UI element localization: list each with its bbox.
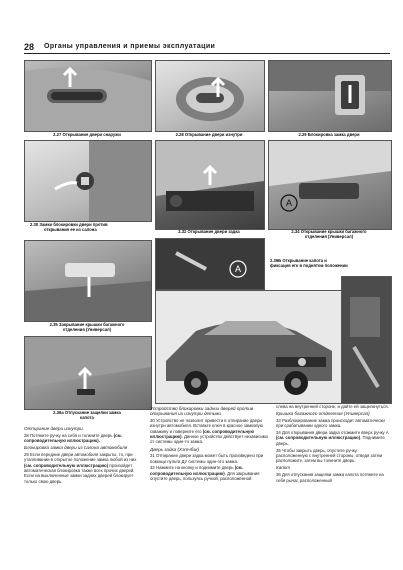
heading-unlock-inside: Отпирание двери изнутри xyxy=(24,426,83,431)
paragraph-35: 35 Чтобы закрыть дверь, опустите ручку, расположенную с внутренней стороны, отведя затем расположите, затем вы толкните дверь. xyxy=(276,447,383,464)
caption-2-34-line1: 2.34 Открывание крышки багажного xyxy=(291,229,367,234)
paragraph-36: 36 Для отпускания защелки замка капота потяните на себя рычаг, расположенный xyxy=(276,472,384,483)
svg-text:A: A xyxy=(235,264,242,274)
photo-door-lock-button xyxy=(268,60,392,132)
heading-hatchback: Дверь задка (Хэтчбэк) xyxy=(150,446,200,452)
photo-child-lock xyxy=(24,140,152,222)
heading-child-lock: Устройство блокировки задних дверей против открывания их изнутри детьми xyxy=(150,406,254,417)
photo-door-exterior-handle xyxy=(24,60,152,132)
photo-car-front xyxy=(155,290,343,404)
heading-hood: Капот xyxy=(276,465,291,471)
caption-2-28: 2.28 Открывание двери изнутри xyxy=(175,132,243,137)
caption-2-36a-line2: капота xyxy=(80,415,94,420)
paragraph-28: 28 Потяните ручку на себя и толкните дверь (см. сопроводительную иллюстрацию). xyxy=(24,432,122,444)
text-column-2 xyxy=(150,404,270,483)
heading-lock-from-cabin: Блокировка замка двери из салона автомобиля xyxy=(24,445,128,451)
caption-2-32: 2.32 Открывание двери задка xyxy=(178,229,240,234)
paragraph-32: 32 Нажмите на кнопку и поднимите дверь (см. сопроводительную иллюстрацию). Для закрывания опустите дверь, пользуясь ручкой, расположенной xyxy=(150,465,260,482)
photo-hood-latch-lever xyxy=(24,336,152,410)
caption-2-35-line2: отделения (Универсал) xyxy=(62,327,112,332)
paragraph-33: 33 Разблокирование замка происходит автоматически при срабатывании одного замка. xyxy=(276,418,385,429)
caption-2-36b-line2: фиксация его в поднятом положении xyxy=(270,263,348,268)
heading-estate-trunk: Крышка багажного отделения (Универсал) xyxy=(276,411,370,417)
text-column-1 xyxy=(24,424,144,485)
paragraph-31: 31 Отпирание двери задка может быть произведено при помощи пульта ДУ системы один-это замка. xyxy=(150,453,264,464)
caption-2-35-line1: 2.35 Закрывание крышки багажного xyxy=(49,322,125,327)
page-title: Органы управления и приемы эксплуатации xyxy=(44,43,216,50)
paragraph-continued: слева на внутренней стороне, и дайте ей защелкнуться. xyxy=(276,404,389,409)
caption-2-27: 2.27 Открывание двери снаружи xyxy=(53,132,121,137)
paragraph-34: 34 Для открывания двери задка отожмите вверх ручку А (см. сопроводительную иллюстрацию). Поднимите дверь. xyxy=(276,430,389,446)
page-number: 28 xyxy=(24,42,35,52)
caption-2-29: 2.29 Блокировка замка двери xyxy=(298,132,360,137)
caption-2-36a-line1: 2.36а Отпускание защелки замка xyxy=(53,410,121,415)
text-column-3 xyxy=(276,404,390,484)
page-header xyxy=(24,42,390,54)
paragraph-30: 30 Устройство не позволит привести в отпирание двери изнутри автомобиля. Вставьте ключ в красное замковую скважину и поверните его (см. сопроводительную иллюстрацию). Данное устройство действует независимо от системы один-то замка. xyxy=(150,418,269,445)
svg-text:A: A xyxy=(286,198,293,208)
caption-2-34-line2: отделения (Универсал) xyxy=(304,234,354,239)
caption-2-30-line2: открывания ее из салона xyxy=(44,227,97,232)
photo-estate-trunk-open xyxy=(268,140,392,230)
photo-rear-door-open xyxy=(155,140,265,230)
paragraph-29: 29 Если передние двери автомобиля закрыты, то, при утапливании в открытое положение замка любой из них (см. сопроводительную иллюстрацию) произойдет автоматическая блокировка также всех прочих дверей. Если на выключенные замки задних дверей блокирует только свою дверь. xyxy=(24,452,137,484)
photo-estate-trunk-close xyxy=(24,240,152,322)
caption-2-36b-line1: 2.36Б Открывание капота и xyxy=(270,258,327,263)
photo-hood-latch-release xyxy=(155,238,265,290)
caption-2-30-line1: 2.30 Замки блокировки двери против xyxy=(30,222,108,227)
photo-door-interior-handle xyxy=(155,60,265,132)
header-rule xyxy=(24,53,390,54)
photo-engine-bay xyxy=(341,276,392,404)
